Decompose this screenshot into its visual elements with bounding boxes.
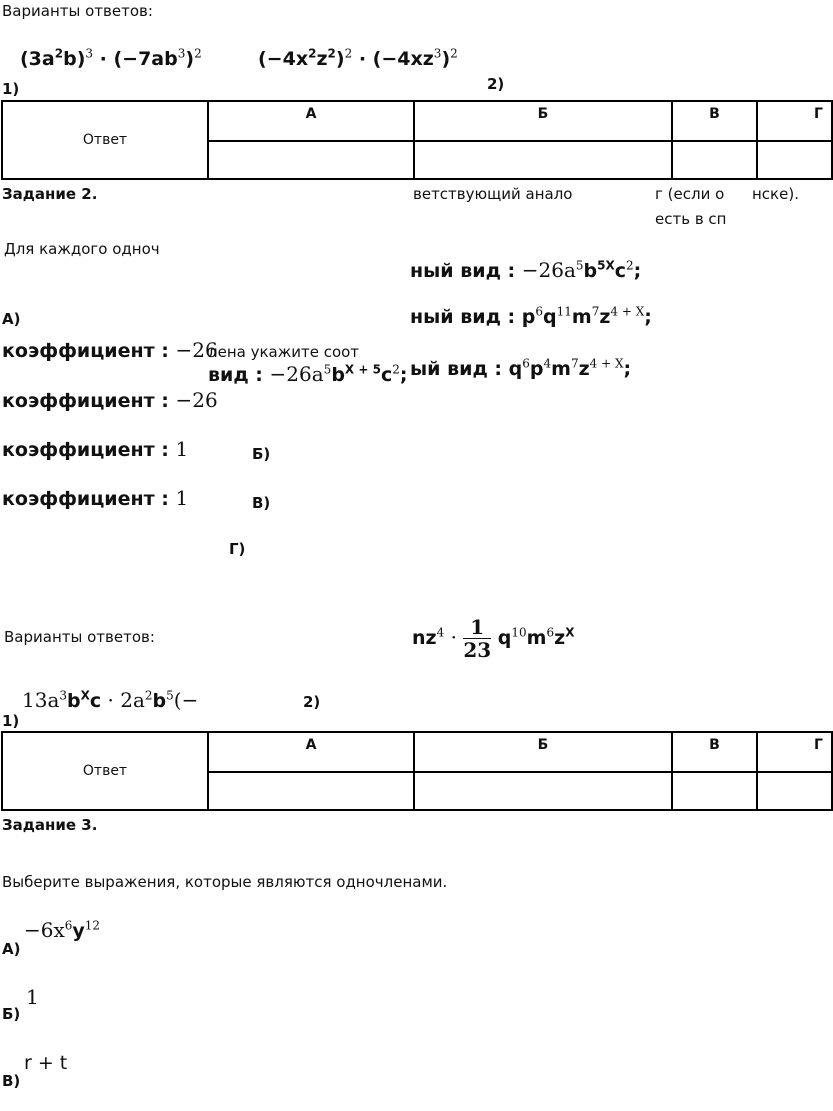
option-2-label: 2): [303, 693, 321, 711]
instruction-fragment: Для каждого одноч: [4, 240, 160, 258]
coefficient-row-v: коэффициент : 1: [2, 437, 189, 461]
answer-table-1: [1, 100, 833, 180]
letter-v: В): [252, 494, 271, 512]
col-header-g: Г: [757, 101, 832, 141]
answer-label: Ответ: [2, 732, 208, 810]
option-2-label: 2): [487, 75, 505, 93]
answer-cell-b[interactable]: [414, 141, 672, 179]
answer-cell-a[interactable]: [208, 772, 414, 810]
task-3-title: Задание 3.: [2, 816, 98, 834]
col-header-v: В: [672, 101, 757, 141]
coefficient-row-g: коэффициент : 1: [2, 486, 189, 510]
task-3-instruction: Выберите выражения, которые являются одночленами.: [2, 873, 448, 891]
option-1-label: 1): [2, 80, 20, 98]
coefficient-row-a: коэффициент : −26: [2, 338, 218, 362]
option-1-expression: $13a^3b^Xc \cdot 2a^2b^5(-$: [22, 688, 199, 712]
instruction-fragment: г (если о: [655, 185, 725, 203]
task-2-title: Задание 2.: [2, 185, 98, 203]
option-2-expression: $nz^4$ · $\frac{1}{23}$ $q^{10}m^6z^X$: [412, 615, 575, 662]
option-v-expression: r + t: [24, 1052, 68, 1074]
instruction-fragment: есть в сп: [655, 210, 727, 228]
instruction-fragment: лена укажите соот: [208, 343, 360, 361]
instruction-fragment: ветствующий анало: [413, 185, 573, 203]
letter-a: А): [2, 940, 21, 958]
col-header-v: В: [672, 732, 757, 772]
col-header-b: Б: [414, 101, 672, 141]
letter-b: Б): [2, 1005, 21, 1023]
answer-cell-b[interactable]: [414, 772, 672, 810]
letter-a: А): [2, 310, 21, 328]
option-1-expression: $(3a^2b)^3 \cdot (-7ab^3)^2$: [20, 46, 202, 70]
col-header-b: Б: [414, 732, 672, 772]
letter-g: Г): [229, 540, 246, 558]
option-a-expression: $-6x^6y^{12}$: [24, 918, 101, 942]
letter-b: Б): [252, 445, 271, 463]
option-1-label: 1): [2, 712, 20, 730]
monomial-standard-form-2: ный вид : $p^6q^{11}m^7z^{4 + X}$;: [410, 304, 652, 328]
col-header-g: Г: [757, 732, 832, 772]
answer-label: Ответ: [2, 101, 208, 179]
letter-v: В): [2, 1072, 21, 1090]
answer-cell-g[interactable]: [757, 141, 832, 179]
coefficient-row-b: коэффициент : −26: [2, 388, 218, 412]
monomial-standard-form-3: вид : $-26a^5b^{X + 5}c^2$;: [208, 362, 408, 386]
option-2-expression: $(-4x^2z^2)^2 \cdot (-4xz^3)^2$: [258, 46, 458, 70]
answer-cell-v[interactable]: [672, 772, 757, 810]
answer-cell-v[interactable]: [672, 141, 757, 179]
options-heading: Варианты ответов:: [2, 2, 153, 20]
col-header-a: А: [208, 732, 414, 772]
answer-cell-a[interactable]: [208, 141, 414, 179]
options-heading: Варианты ответов:: [4, 628, 155, 646]
option-b-expression: 1: [26, 985, 39, 1009]
col-header-a: А: [208, 101, 414, 141]
monomial-standard-form-1: ный вид : $-26a^5b^{5X}c^2$;: [410, 258, 642, 282]
instruction-fragment: нске).: [752, 185, 799, 203]
answer-table-2: [1, 731, 833, 811]
answer-cell-g[interactable]: [757, 772, 832, 810]
monomial-standard-form-4: ый вид : $q^6p^4m^7z^{4 + X}$;: [410, 356, 632, 380]
fraction: $\frac{1}{23}$: [463, 615, 492, 662]
